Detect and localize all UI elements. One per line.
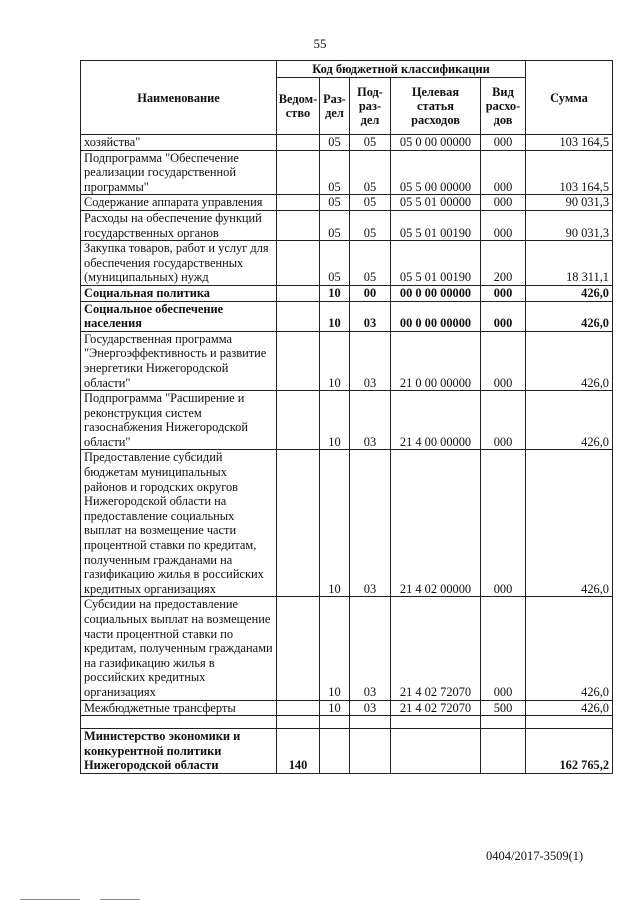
- cell-podrazdel: 05: [350, 150, 391, 195]
- cell-target-item: 00 0 00 00000: [391, 285, 481, 301]
- table-row: [81, 450, 613, 597]
- table-row: [81, 150, 613, 195]
- cell-target-item: 21 4 02 72070: [391, 700, 481, 716]
- cell-vedomstvo: [277, 135, 320, 151]
- cell-target-item: 05 5 01 00190: [391, 210, 481, 240]
- cell-podrazdel: [350, 716, 391, 729]
- scan-mark: [100, 899, 140, 900]
- cell-razdel: 05: [320, 210, 350, 240]
- cell-sum: 426,0: [526, 597, 613, 700]
- table-row: [81, 716, 613, 729]
- header-name: Наименование: [81, 61, 277, 135]
- cell-vedomstvo: [277, 195, 320, 211]
- cell-podrazdel: 05: [350, 210, 391, 240]
- cell-target-item: [391, 729, 481, 774]
- cell-sum: 426,0: [526, 285, 613, 301]
- cell-podrazdel: [350, 729, 391, 774]
- cell-target-item: 05 5 00 00000: [391, 150, 481, 195]
- cell-vedomstvo: [277, 150, 320, 195]
- cell-name: Министерство экономики и конкурентной политики Нижегородской области: [81, 729, 277, 774]
- cell-sum: 90 031,3: [526, 210, 613, 240]
- cell-vedomstvo: [277, 331, 320, 390]
- cell-podrazdel: 03: [350, 700, 391, 716]
- cell-razdel: 10: [320, 597, 350, 700]
- table-row: [81, 331, 613, 390]
- cell-razdel: 05: [320, 195, 350, 211]
- cell-expense-type: 000: [481, 301, 526, 331]
- cell-sum: 162 765,2: [526, 729, 613, 774]
- cell-razdel: 10: [320, 331, 350, 390]
- cell-sum: 426,0: [526, 391, 613, 450]
- cell-podrazdel: 03: [350, 450, 391, 597]
- cell-expense-type: 000: [481, 331, 526, 390]
- table-row: [81, 241, 613, 286]
- cell-sum: 426,0: [526, 301, 613, 331]
- cell-vedomstvo: [277, 597, 320, 700]
- header-podrazdel: Под-раз-дел: [350, 78, 391, 135]
- header-vedomstvo: Ведом-ство: [277, 78, 320, 135]
- cell-name: [81, 716, 277, 729]
- cell-name: Закупка товаров, работ и услуг для обеспечения государственных (муниципальных) нужд: [81, 241, 277, 286]
- cell-sum: 426,0: [526, 331, 613, 390]
- cell-target-item: 21 0 00 00000: [391, 331, 481, 390]
- cell-target-item: 05 0 00 00000: [391, 135, 481, 151]
- cell-target-item: [391, 716, 481, 729]
- cell-podrazdel: 03: [350, 391, 391, 450]
- table-row: [81, 195, 613, 211]
- cell-sum: [526, 716, 613, 729]
- cell-expense-type: 000: [481, 450, 526, 597]
- cell-target-item: 05 5 01 00000: [391, 195, 481, 211]
- cell-podrazdel: 00: [350, 285, 391, 301]
- page-number: 55: [313, 36, 327, 51]
- cell-vedomstvo: [277, 716, 320, 729]
- cell-podrazdel: 05: [350, 135, 391, 151]
- cell-podrazdel: 03: [350, 597, 391, 700]
- cell-expense-type: 000: [481, 195, 526, 211]
- table-row: [81, 301, 613, 331]
- cell-name: Расходы на обеспечение функций государственных органов: [81, 210, 277, 240]
- cell-target-item: 00 0 00 00000: [391, 301, 481, 331]
- cell-expense-type: [481, 729, 526, 774]
- header-sum: Сумма: [526, 61, 613, 135]
- cell-sum: 18 311,1: [526, 241, 613, 286]
- cell-vedomstvo: [277, 700, 320, 716]
- cell-sum: 426,0: [526, 700, 613, 716]
- cell-razdel: [320, 729, 350, 774]
- cell-sum: 426,0: [526, 450, 613, 597]
- cell-razdel: 10: [320, 700, 350, 716]
- table-row: [81, 210, 613, 240]
- cell-expense-type: 000: [481, 285, 526, 301]
- budget-table: [80, 60, 613, 774]
- cell-expense-type: 000: [481, 597, 526, 700]
- cell-name: Государственная программа "Энергоэффективность и развитие энергетики Нижегородской области": [81, 331, 277, 390]
- cell-name: Предоставление субсидий бюджетам муниципальных районов и городских округов Нижегородской области на предоставление социальных выплат на возмещение части процентной ставки по кредитам, полученным гражданами на газификацию жилья в российских кредитных организациях: [81, 450, 277, 597]
- document-code: 0404/2017-3509(1): [486, 849, 584, 863]
- cell-expense-type: 000: [481, 135, 526, 151]
- cell-expense-type: 500: [481, 700, 526, 716]
- header-expense-type: Вид расхо-дов: [481, 78, 526, 135]
- cell-expense-type: 000: [481, 150, 526, 195]
- cell-vedomstvo: [277, 210, 320, 240]
- header-target-item: Целевая статья расходов: [391, 78, 481, 135]
- cell-razdel: [320, 716, 350, 729]
- cell-podrazdel: 03: [350, 331, 391, 390]
- table-row: [81, 285, 613, 301]
- cell-target-item: 21 4 00 00000: [391, 391, 481, 450]
- cell-podrazdel: 05: [350, 195, 391, 211]
- cell-name: Социальное обеспечение населения: [81, 301, 277, 331]
- cell-podrazdel: 05: [350, 241, 391, 286]
- cell-razdel: 10: [320, 285, 350, 301]
- cell-name: Подпрограмма "Расширение и реконструкция систем газоснабжения Нижегородской области": [81, 391, 277, 450]
- cell-razdel: 10: [320, 301, 350, 331]
- cell-vedomstvo: [277, 450, 320, 597]
- cell-target-item: 21 4 02 72070: [391, 597, 481, 700]
- cell-razdel: 05: [320, 135, 350, 151]
- table-row: [81, 135, 613, 151]
- cell-expense-type: 000: [481, 210, 526, 240]
- cell-razdel: 10: [320, 450, 350, 597]
- cell-podrazdel: 03: [350, 301, 391, 331]
- cell-expense-type: 000: [481, 391, 526, 450]
- cell-name: Субсидии на предоставление социальных выплат на возмещение части процентной ставки по кредитам, полученным гражданами на газификацию жилья в российских кредитных организациях: [81, 597, 277, 700]
- cell-vedomstvo: [277, 391, 320, 450]
- cell-vedomstvo: [277, 301, 320, 331]
- table-row: [81, 729, 613, 774]
- cell-name: Содержание аппарата управления: [81, 195, 277, 211]
- cell-vedomstvo: [277, 241, 320, 286]
- cell-expense-type: 200: [481, 241, 526, 286]
- cell-vedomstvo: [277, 285, 320, 301]
- cell-razdel: 05: [320, 150, 350, 195]
- cell-razdel: 05: [320, 241, 350, 286]
- cell-sum: 103 164,5: [526, 135, 613, 151]
- cell-name: хозяйства": [81, 135, 277, 151]
- cell-name: Межбюджетные трансферты: [81, 700, 277, 716]
- header-razdel: Раз-дел: [320, 78, 350, 135]
- table-row: [81, 391, 613, 450]
- table-row: [81, 700, 613, 716]
- cell-target-item: 21 4 02 00000: [391, 450, 481, 597]
- cell-name: Подпрограмма "Обеспечение реализации государственной программы": [81, 150, 277, 195]
- cell-target-item: 05 5 01 00190: [391, 241, 481, 286]
- table-body: [81, 135, 613, 774]
- cell-name: Социальная политика: [81, 285, 277, 301]
- cell-razdel: 10: [320, 391, 350, 450]
- cell-expense-type: [481, 716, 526, 729]
- scan-mark: [20, 899, 80, 900]
- cell-vedomstvo: 140: [277, 729, 320, 774]
- header-classification: Код бюджетной классификации: [277, 61, 526, 78]
- cell-sum: 103 164,5: [526, 150, 613, 195]
- cell-sum: 90 031,3: [526, 195, 613, 211]
- table-row: [81, 597, 613, 700]
